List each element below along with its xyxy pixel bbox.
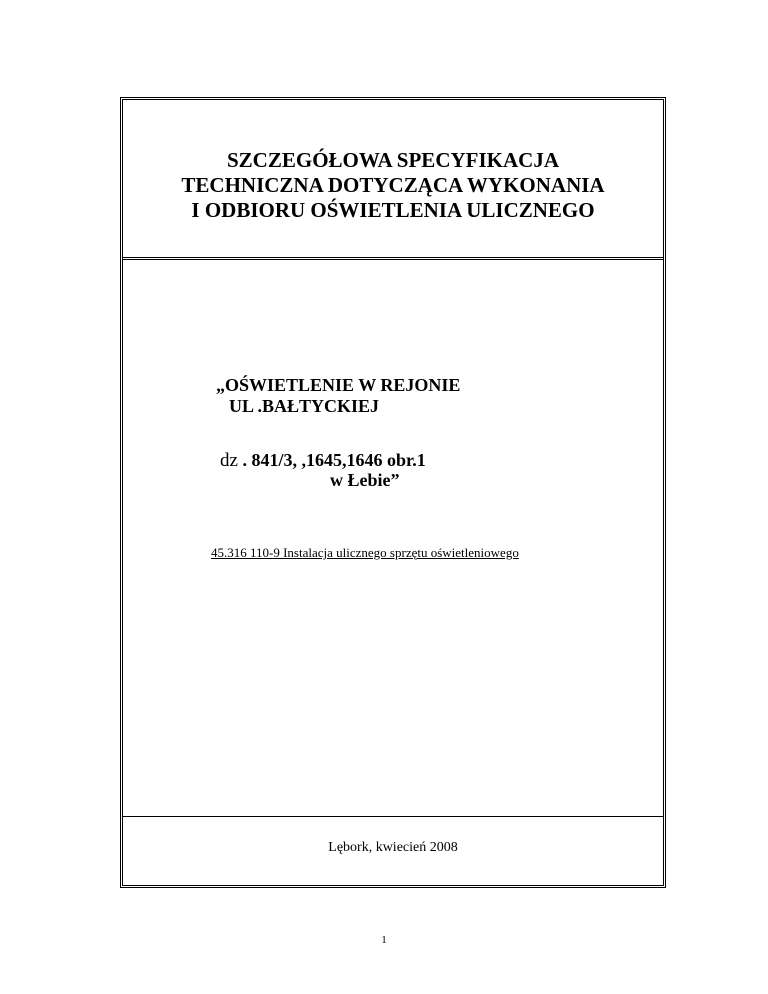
project-name (216, 375, 460, 417)
place-date-section (123, 816, 663, 885)
cpv-code: 45.316 110-9 Instalacja ulicznego sprzętu oświetleniowego (211, 545, 519, 560)
parcel-prefix: dz (220, 450, 238, 471)
title-page-frame (120, 97, 666, 888)
place-date: Lębork, kwiecień 2008 (328, 840, 458, 855)
page-number: 1 (381, 934, 387, 946)
project-name-line2: UL .BAŁTYCKIEJ (229, 396, 380, 416)
parcel-info (220, 450, 426, 471)
title-line: TECHNICZNA DOTYCZĄCA WYKONANIA (181, 173, 605, 197)
project-name-line1: „OŚWIETLENIE W REJONIE (216, 375, 461, 395)
title-line: I ODBIORU OŚWIETLENIA ULICZNEGO (191, 198, 595, 222)
project-location: w Łebie” (330, 470, 400, 490)
title-line: SZCZEGÓŁOWA SPECYFIKACJA (227, 148, 559, 172)
document-title (123, 148, 663, 223)
title-section (123, 100, 663, 260)
parcel-numbers: . 841/3, ,1645,1646 obr.1 (237, 450, 426, 470)
